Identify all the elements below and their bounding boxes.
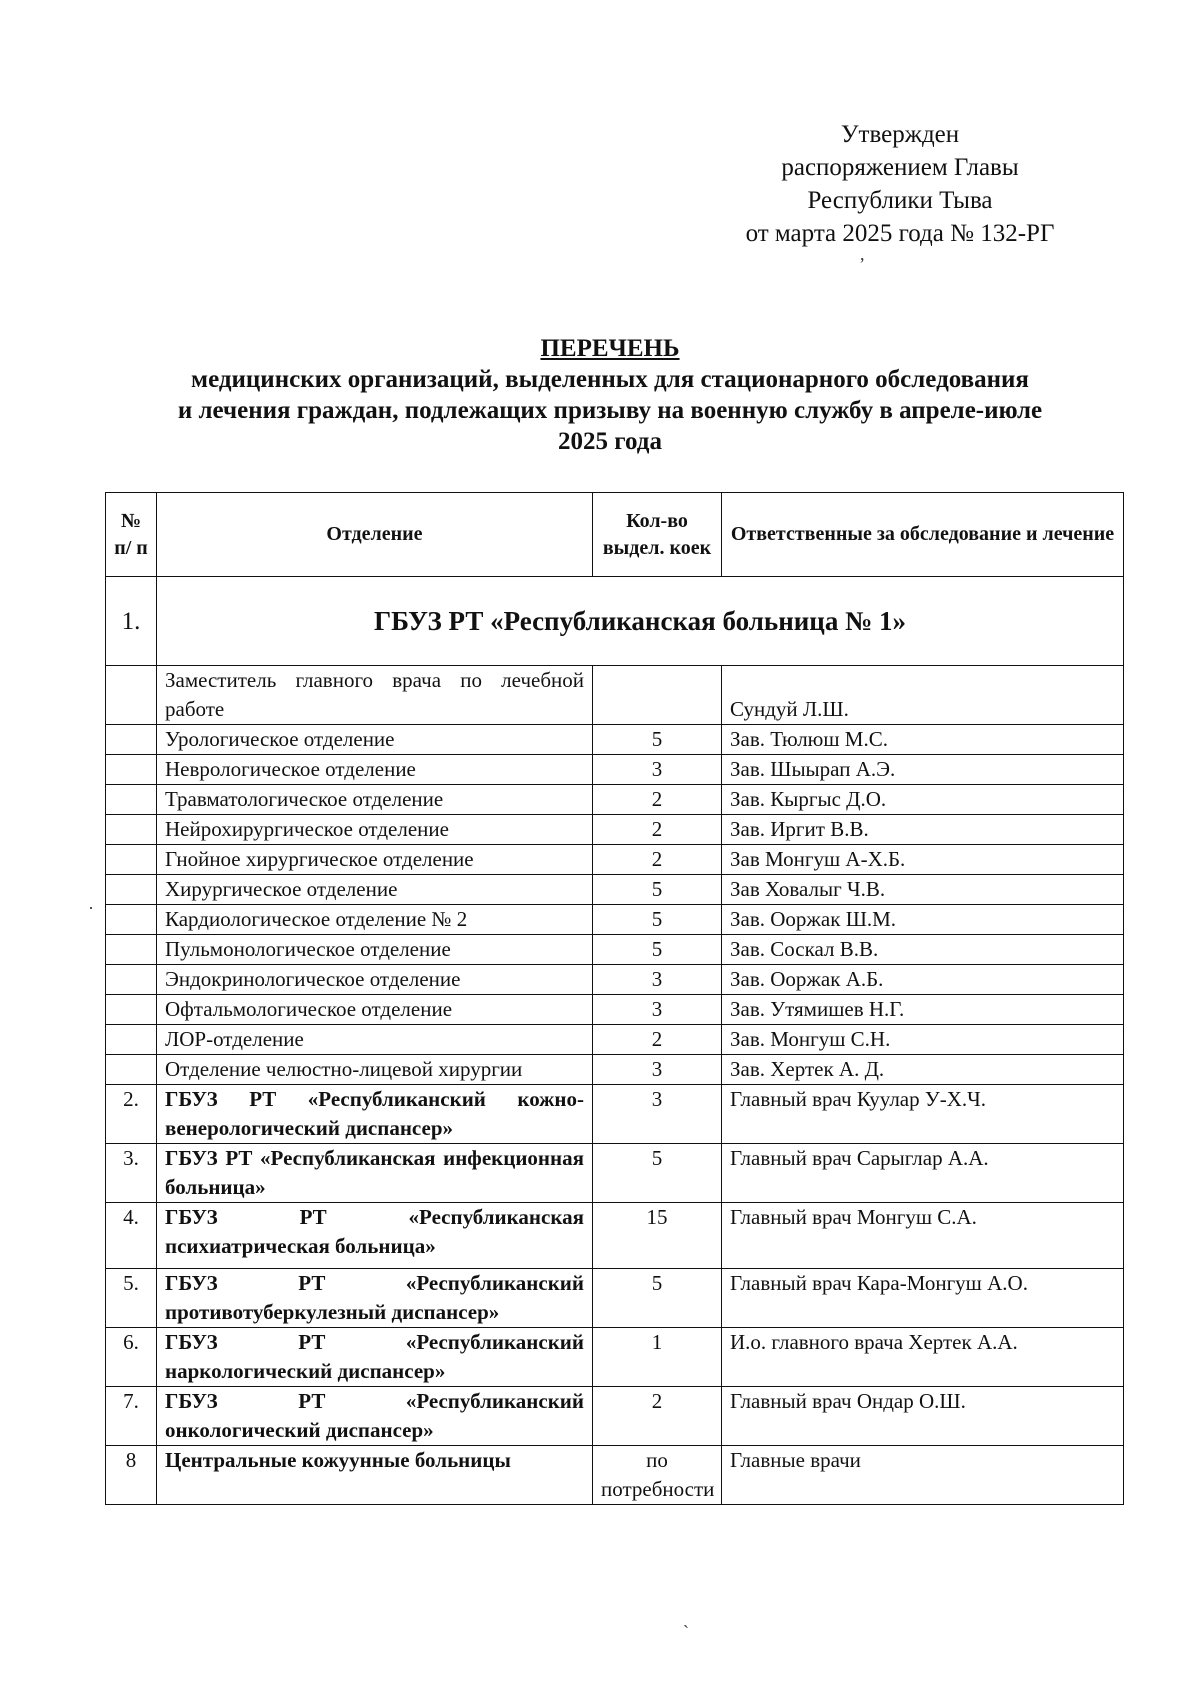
approval-stamp [700,118,1100,250]
department-name: Офтальмологическое отделение [157,995,593,1025]
bed-count: 5 [593,875,722,905]
responsible-person: Зав. Соскал В.В. [722,935,1124,965]
scan-speck: ˋ [683,1622,689,1642]
department-name: Отделение челюстно-лицевой хирургии [157,1055,593,1085]
bed-count: 2 [593,1387,722,1446]
department-name: Нейрохирургическое отделение [157,815,593,845]
responsible-person: Сундуй Л.Ш. [722,666,1124,725]
bed-count: по потребности [593,1446,722,1505]
responsible-person: Главный врач Ондар О.Ш. [722,1387,1124,1446]
bed-count: 3 [593,965,722,995]
bed-count: 3 [593,755,722,785]
responsible-person: Зав Ховалыг Ч.В. [722,875,1124,905]
organization-name: ГБУЗ РТ «Республиканский онкологический диспансер» [157,1387,593,1446]
department-row [106,1025,1124,1055]
department-name: Кардиологическое отделение № 2 [157,905,593,935]
bed-count: 1 [593,1328,722,1387]
organization-num: 5. [106,1269,157,1328]
organization-row [106,1085,1124,1144]
row-num [106,875,157,905]
department-name: Пульмонологическое отделение [157,935,593,965]
row-num [106,1055,157,1085]
hospital-num: 1. [106,577,157,666]
organization-num: 7. [106,1387,157,1446]
responsible-person: Зав. Утямишев Н.Г. [722,995,1124,1025]
responsible-person: Главные врачи [722,1446,1124,1505]
scan-speck: · [88,898,94,918]
responsible-person: Зав. Ооржак А.Б. [722,965,1124,995]
approval-line-1: Утвержден [840,121,960,148]
responsible-person: Зав Монгуш А-Х.Б. [722,845,1124,875]
department-row [106,905,1124,935]
responsible-person: Зав. Хертек А. Д. [722,1055,1124,1085]
organization-name: ГБУЗ РТ «Республиканская инфекционная больница» [157,1144,593,1203]
organization-name: ГБУЗ РТ «Республиканский кожно-венерологический диспансер» [157,1085,593,1144]
department-row [106,725,1124,755]
organization-num: 3. [106,1144,157,1203]
department-row [106,845,1124,875]
department-row [106,755,1124,785]
hospital-name: ГБУЗ РТ «Республиканская больница № 1» [157,577,1124,666]
department-name: Хирургическое отделение [157,875,593,905]
department-row [106,875,1124,905]
organization-num: 2. [106,1085,157,1144]
bed-count: 5 [593,1269,722,1328]
department-name: Эндокринологическое отделение [157,965,593,995]
row-num [106,725,157,755]
bed-count: 5 [593,725,722,755]
department-row [106,666,1124,725]
organization-name: Центральные кожуунные больницы [157,1446,593,1505]
bed-count: 2 [593,845,722,875]
organization-num: 8 [106,1446,157,1505]
header-beds: Кол-во выдел. коек [593,493,722,577]
organization-name: ГБУЗ РТ «Республиканский противотуберкулезный диспансер» [157,1269,593,1328]
department-name: Урологическое отделение [157,725,593,755]
heading-line-3: 2025 года [558,428,662,455]
row-num [106,845,157,875]
row-num [106,1025,157,1055]
department-name: Травматологическое отделение [157,785,593,815]
heading-line-1: медицинских организаций, выделенных для стационарного обследования [191,366,1029,393]
organization-row [106,1328,1124,1387]
row-num [106,755,157,785]
row-num [106,905,157,935]
document-title: ПЕРЕЧЕНЬ [540,335,680,362]
approval-line-2: распоряжением Главы [781,154,1019,181]
row-num [106,995,157,1025]
bed-count: 2 [593,1025,722,1055]
department-row [106,995,1124,1025]
responsible-person: Главный врач Сарыглар А.А. [722,1144,1124,1203]
organization-row [106,1269,1124,1328]
department-row [106,815,1124,845]
organization-row [106,1203,1124,1269]
organization-name: ГБУЗ РТ «Республиканская психиатрическая больница» [157,1203,593,1269]
responsible-person: Зав. Иргит В.В. [722,815,1124,845]
department-name: Заместитель главного врача по лечебной работе [157,666,593,725]
organization-row [106,1144,1124,1203]
approval-line-4: от марта 2025 года № 132-РГ [745,220,1055,247]
row-num [106,666,157,725]
heading-line-2: и лечения граждан, подлежащих призыву на военную службу в апреле-июле [177,397,1043,424]
organization-name: ГБУЗ РТ «Республиканский наркологический диспансер» [157,1328,593,1387]
bed-count: 2 [593,815,722,845]
organization-num: 4. [106,1203,157,1269]
organization-row [106,1446,1124,1505]
department-row [106,935,1124,965]
responsible-person: Зав. Шыырап А.Э. [722,755,1124,785]
responsible-person: Зав. Кыргыс Д.О. [722,785,1124,815]
responsible-person: Зав. Монгуш С.Н. [722,1025,1124,1055]
department-row [106,785,1124,815]
bed-count: 3 [593,995,722,1025]
bed-count: 5 [593,935,722,965]
department-row [106,1055,1124,1085]
header-resp: Ответственные за обследование и лечение [722,493,1124,577]
responsible-person: Главный врач Куулар У-Х.Ч. [722,1085,1124,1144]
responsible-person: Зав. Ооржак Ш.М. [722,905,1124,935]
bed-count: 15 [593,1203,722,1269]
organization-num: 6. [106,1328,157,1387]
department-name: ЛОР-отделение [157,1025,593,1055]
department-name: Неврологическое отделение [157,755,593,785]
row-num [106,965,157,995]
table-header-row [106,493,1124,577]
medical-organizations-table [105,492,1124,1505]
approval-line-3: Республики Тыва [807,187,993,214]
bed-count: 2 [593,785,722,815]
header-dept: Отделение [157,493,593,577]
responsible-person: И.о. главного врача Хертек А.А. [722,1328,1124,1387]
row-num [106,815,157,845]
scan-speck: , [860,244,865,264]
department-row [106,965,1124,995]
organization-row [106,1387,1124,1446]
header-num: № п/ п [106,493,157,577]
row-num [106,785,157,815]
bed-count: 3 [593,1055,722,1085]
document-heading [100,333,1120,457]
bed-count: 5 [593,905,722,935]
bed-count: 5 [593,1144,722,1203]
bed-count [593,666,722,725]
hospital-row [106,577,1124,666]
responsible-person: Зав. Тюлюш М.С. [722,725,1124,755]
department-name: Гнойное хирургическое отделение [157,845,593,875]
responsible-person: Главный врач Монгуш С.А. [722,1203,1124,1269]
bed-count: 3 [593,1085,722,1144]
responsible-person: Главный врач Кара-Монгуш А.О. [722,1269,1124,1328]
row-num [106,935,157,965]
